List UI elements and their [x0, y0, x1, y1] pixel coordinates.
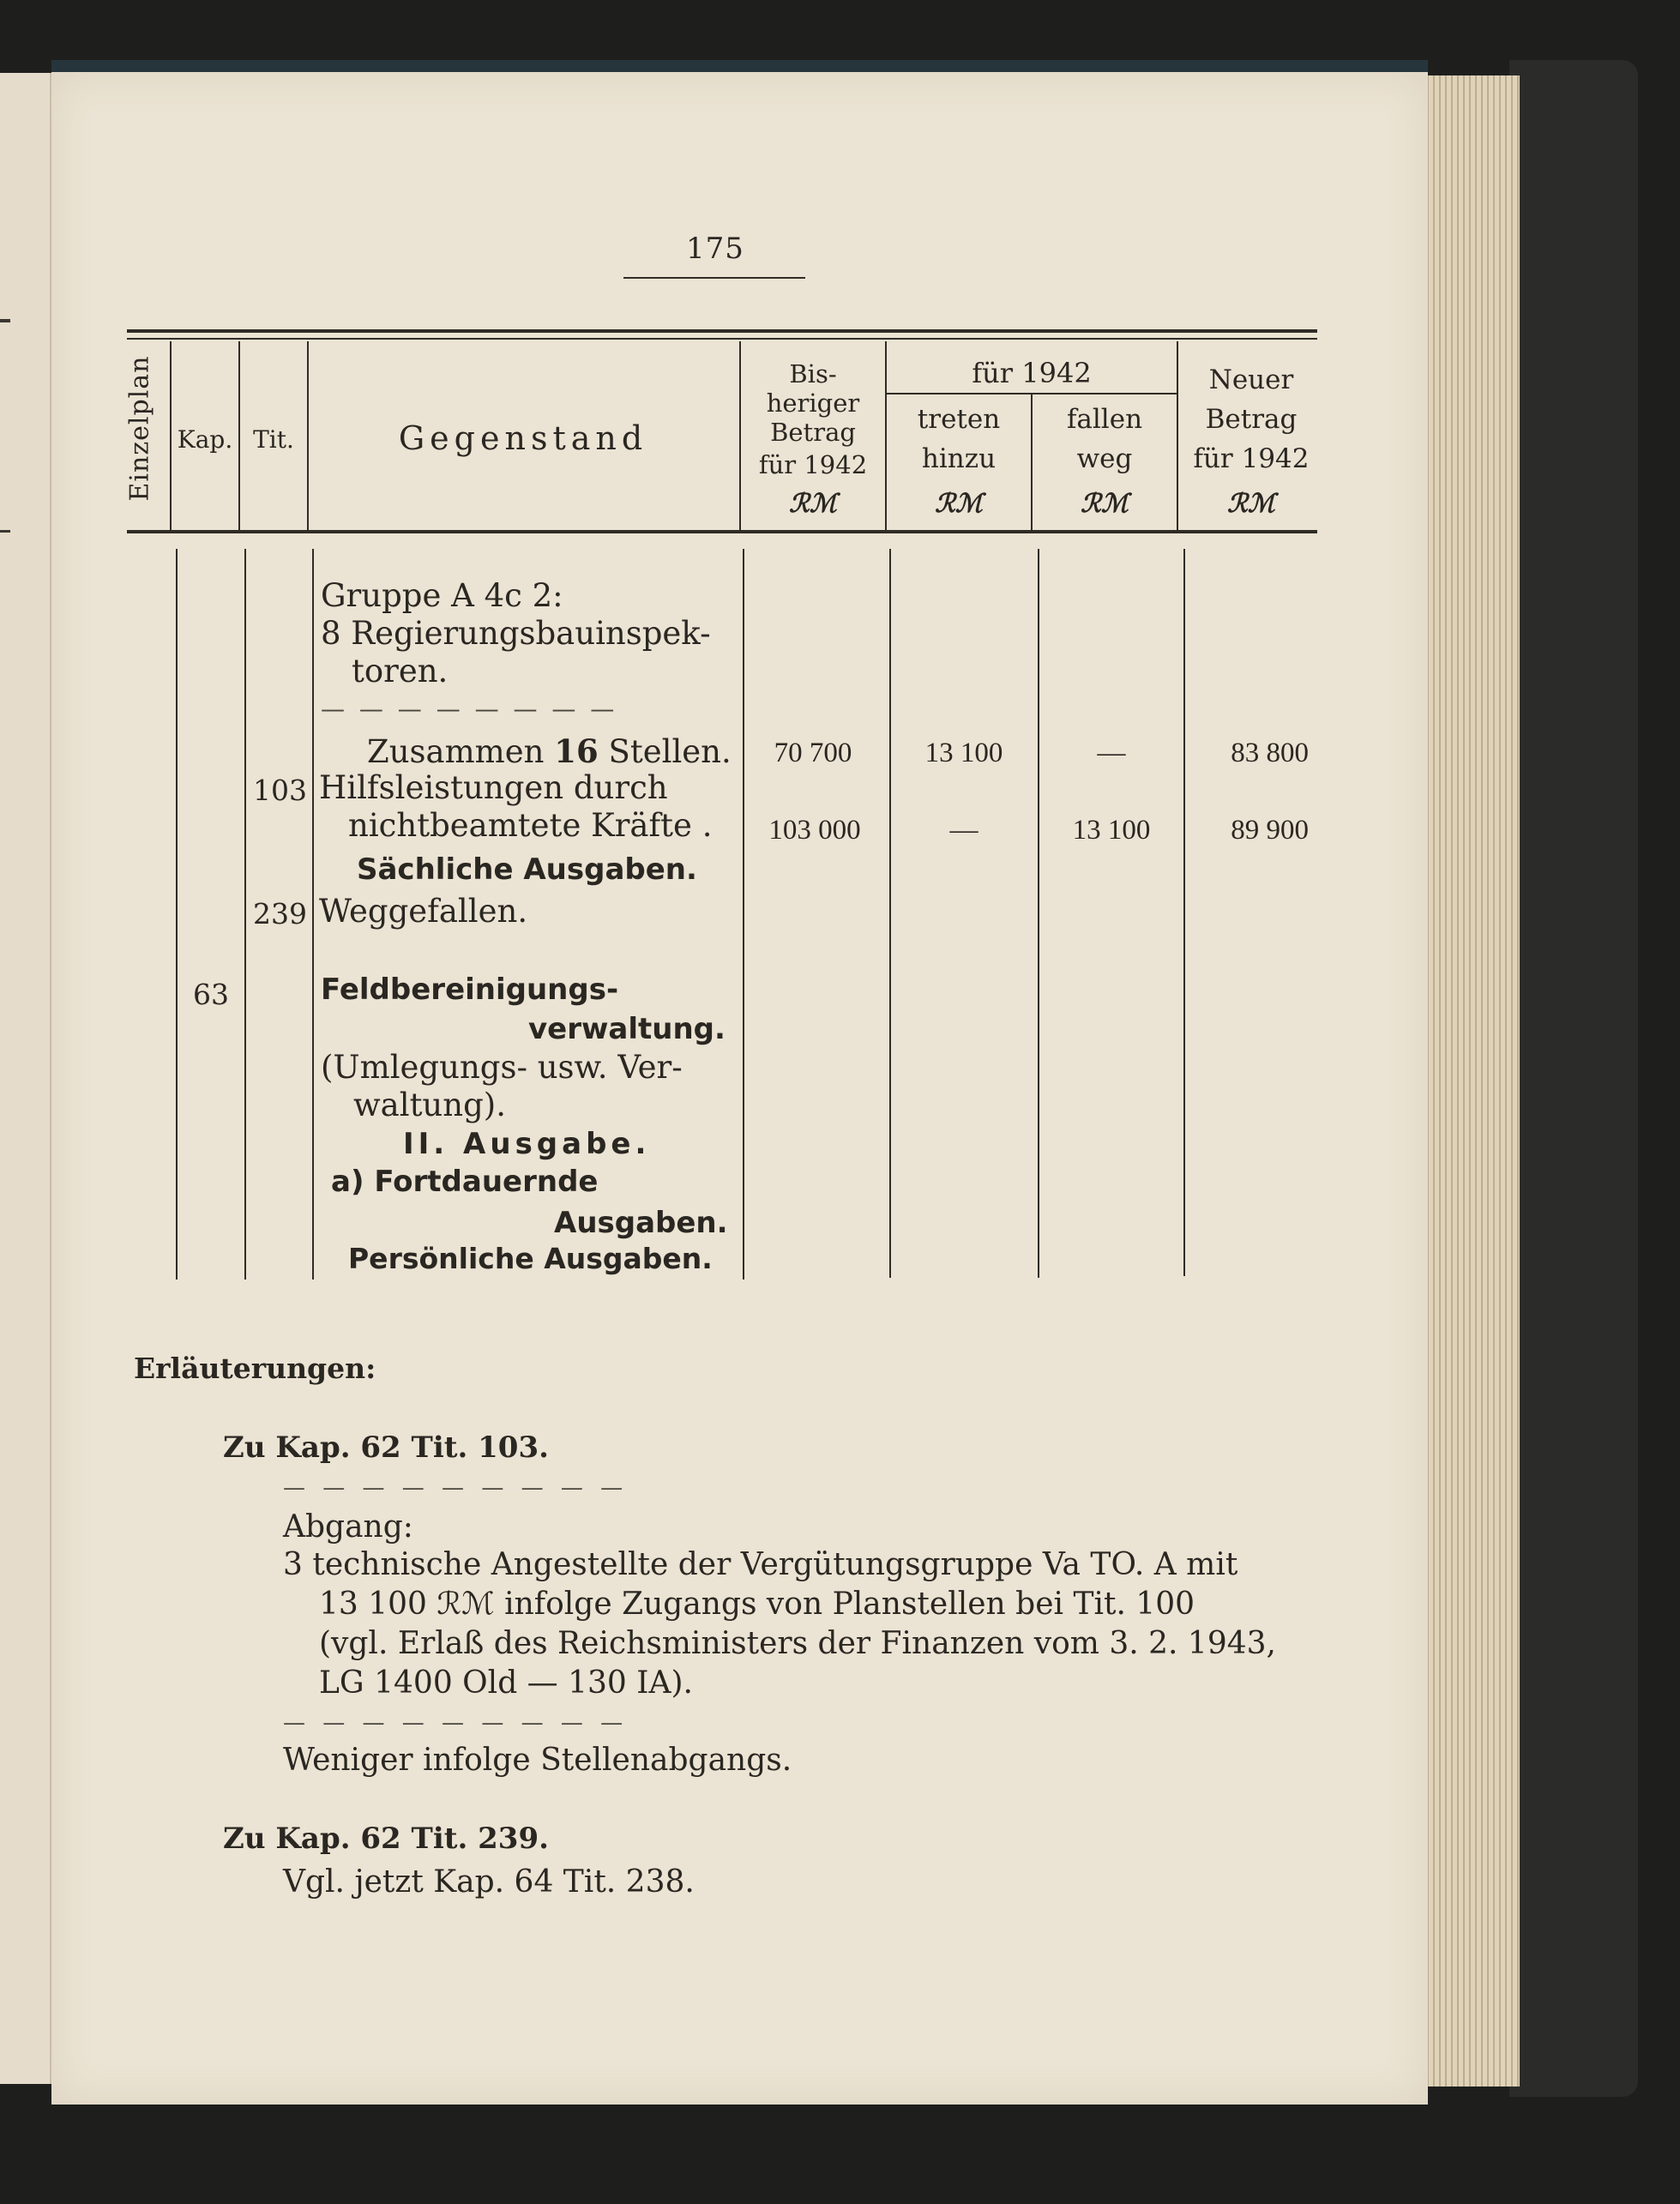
- ausgabe-text: II. Ausgabe.: [403, 1127, 651, 1161]
- saechliche-ausgaben: Sächliche Ausgaben.: [357, 852, 697, 887]
- table-top-rule: [127, 329, 1317, 333]
- row-103-line: nichtbeamtete Kräfte .: [348, 807, 713, 844]
- header-betrag: Betrag: [1205, 404, 1298, 435]
- zusammen-neu: 83 800: [1231, 738, 1309, 768]
- previous-page-rule: [0, 530, 10, 533]
- explanation-line: 13 100 ℛℳ infolge Zugangs von Planstellen bei Tit. 100: [319, 1587, 1195, 1622]
- tit-239: 239: [253, 897, 307, 930]
- row-239-text: Weggefallen.: [319, 893, 528, 930]
- explanation-line: 3 technische Angestellte der Vergütungsgruppe Va TO. A mit: [283, 1547, 1238, 1582]
- zusammen-bisheriger: 70 700: [774, 738, 852, 768]
- zusammen-count: 16: [554, 732, 599, 770]
- book-binding: [1509, 60, 1638, 2097]
- dash-separator: — — — — — — — — —: [283, 1710, 629, 1736]
- table-top-rule-thin: [127, 338, 1317, 340]
- page-edges: [1417, 75, 1520, 2087]
- col-divider: [176, 549, 178, 1280]
- fortdauernde-line: a) Fortdauernde: [331, 1165, 599, 1199]
- header-fallen: fallen: [1066, 404, 1143, 435]
- unit-rm: ℛℳ: [1080, 490, 1129, 518]
- previous-page-rule: [0, 319, 10, 322]
- ausgabe-heading: [403, 1123, 650, 1164]
- header-bisheriger-line: heriger: [766, 388, 860, 418]
- header-hinzu: hinzu: [921, 443, 997, 474]
- gruppe-line: 8 Regierungsbauinspek-: [321, 615, 711, 652]
- col-divider: [244, 549, 246, 1280]
- page-number: 175: [686, 232, 744, 266]
- kap-63: 63: [193, 978, 229, 1011]
- header-tit: Tit.: [253, 425, 294, 454]
- zusammen-hinzu: 13 100: [924, 738, 1003, 768]
- col-divider: [1038, 549, 1039, 1278]
- explanation-line: LG 1400 Old — 130 IA).: [319, 1665, 693, 1701]
- zusammen-text: Stellen.: [598, 733, 732, 770]
- header-fuer: für 1942: [1193, 443, 1310, 474]
- persoenliche-ausgaben: Persönliche Ausgaben.: [348, 1242, 713, 1275]
- col-divider: [743, 549, 744, 1280]
- header-treten: treten: [917, 404, 1001, 435]
- row-103-neu: 89 900: [1231, 815, 1309, 846]
- gruppe-line: toren.: [352, 653, 449, 690]
- col-divider: [889, 549, 891, 1278]
- unit-rm: ℛℳ: [788, 490, 837, 518]
- header-weg: weg: [1076, 443, 1133, 474]
- header-gegenstand: Gegenstand: [398, 419, 648, 457]
- header-einzelplan: Einzelplan: [124, 355, 155, 502]
- explanations-heading: Erläuterungen:: [134, 1352, 376, 1385]
- row-103-weg: 13 100: [1072, 815, 1151, 846]
- unit-rm: ℛℳ: [934, 490, 983, 518]
- explanation-ref: Zu Kap. 62 Tit. 103.: [223, 1430, 549, 1465]
- tit-103: 103: [253, 774, 307, 807]
- header-bisheriger-line: Bis-: [789, 359, 837, 388]
- zusammen-text: Zusammen: [367, 733, 555, 770]
- kap-63-title: verwaltung.: [528, 1012, 726, 1046]
- header-neuer: Neuer: [1208, 364, 1294, 395]
- fortdauernde-line: Ausgaben.: [554, 1206, 728, 1240]
- weniger-note: Weniger infolge Stellenabgangs.: [283, 1743, 792, 1778]
- explanation-line: Vgl. jetzt Kap. 64 Tit. 238.: [283, 1864, 695, 1900]
- zusammen-label: [367, 732, 732, 772]
- dash-separator: — — — — — — — —: [321, 695, 618, 723]
- header-fallen-weg: [1033, 400, 1177, 479]
- header-fuer-1942: für 1942: [972, 357, 1092, 389]
- kap-63-subtitle: waltung).: [353, 1087, 506, 1123]
- header-bisheriger-line: für 1942: [758, 450, 868, 479]
- zusammen-weg: —: [1097, 738, 1126, 768]
- header-treten-hinzu: [887, 400, 1031, 479]
- previous-page-edge: [0, 73, 52, 2084]
- row-103-line: Hilfsleistungen durch: [319, 769, 668, 806]
- unit-rm: ℛℳ: [1226, 490, 1275, 518]
- header-bisheriger: [741, 355, 885, 484]
- gruppe-line: Gruppe A 4c 2:: [321, 577, 563, 614]
- table-header-rule: [127, 530, 1317, 533]
- header-kap: Kap.: [177, 425, 233, 454]
- col-divider: [312, 549, 314, 1280]
- row-103-bisheriger: 103 000: [768, 815, 861, 846]
- col-divider: [1183, 549, 1185, 1276]
- kap-63-title: Feldbereinigungs-: [321, 973, 619, 1007]
- header-bisheriger-line: Betrag: [770, 418, 856, 447]
- dash-separator: — — — — — — — — —: [283, 1475, 629, 1501]
- row-103-hinzu: —: [949, 815, 978, 846]
- explanation-line: (vgl. Erlaß des Reichsministers der Finanzen vom 3. 2. 1943,: [319, 1626, 1276, 1661]
- explanation-ref: Zu Kap. 62 Tit. 239.: [223, 1822, 549, 1856]
- abgang-label: Abgang:: [283, 1509, 413, 1545]
- header-neuer-betrag: [1178, 360, 1324, 479]
- page-number-rule: [623, 277, 805, 279]
- kap-63-subtitle: (Umlegungs- usw. Ver-: [321, 1049, 683, 1086]
